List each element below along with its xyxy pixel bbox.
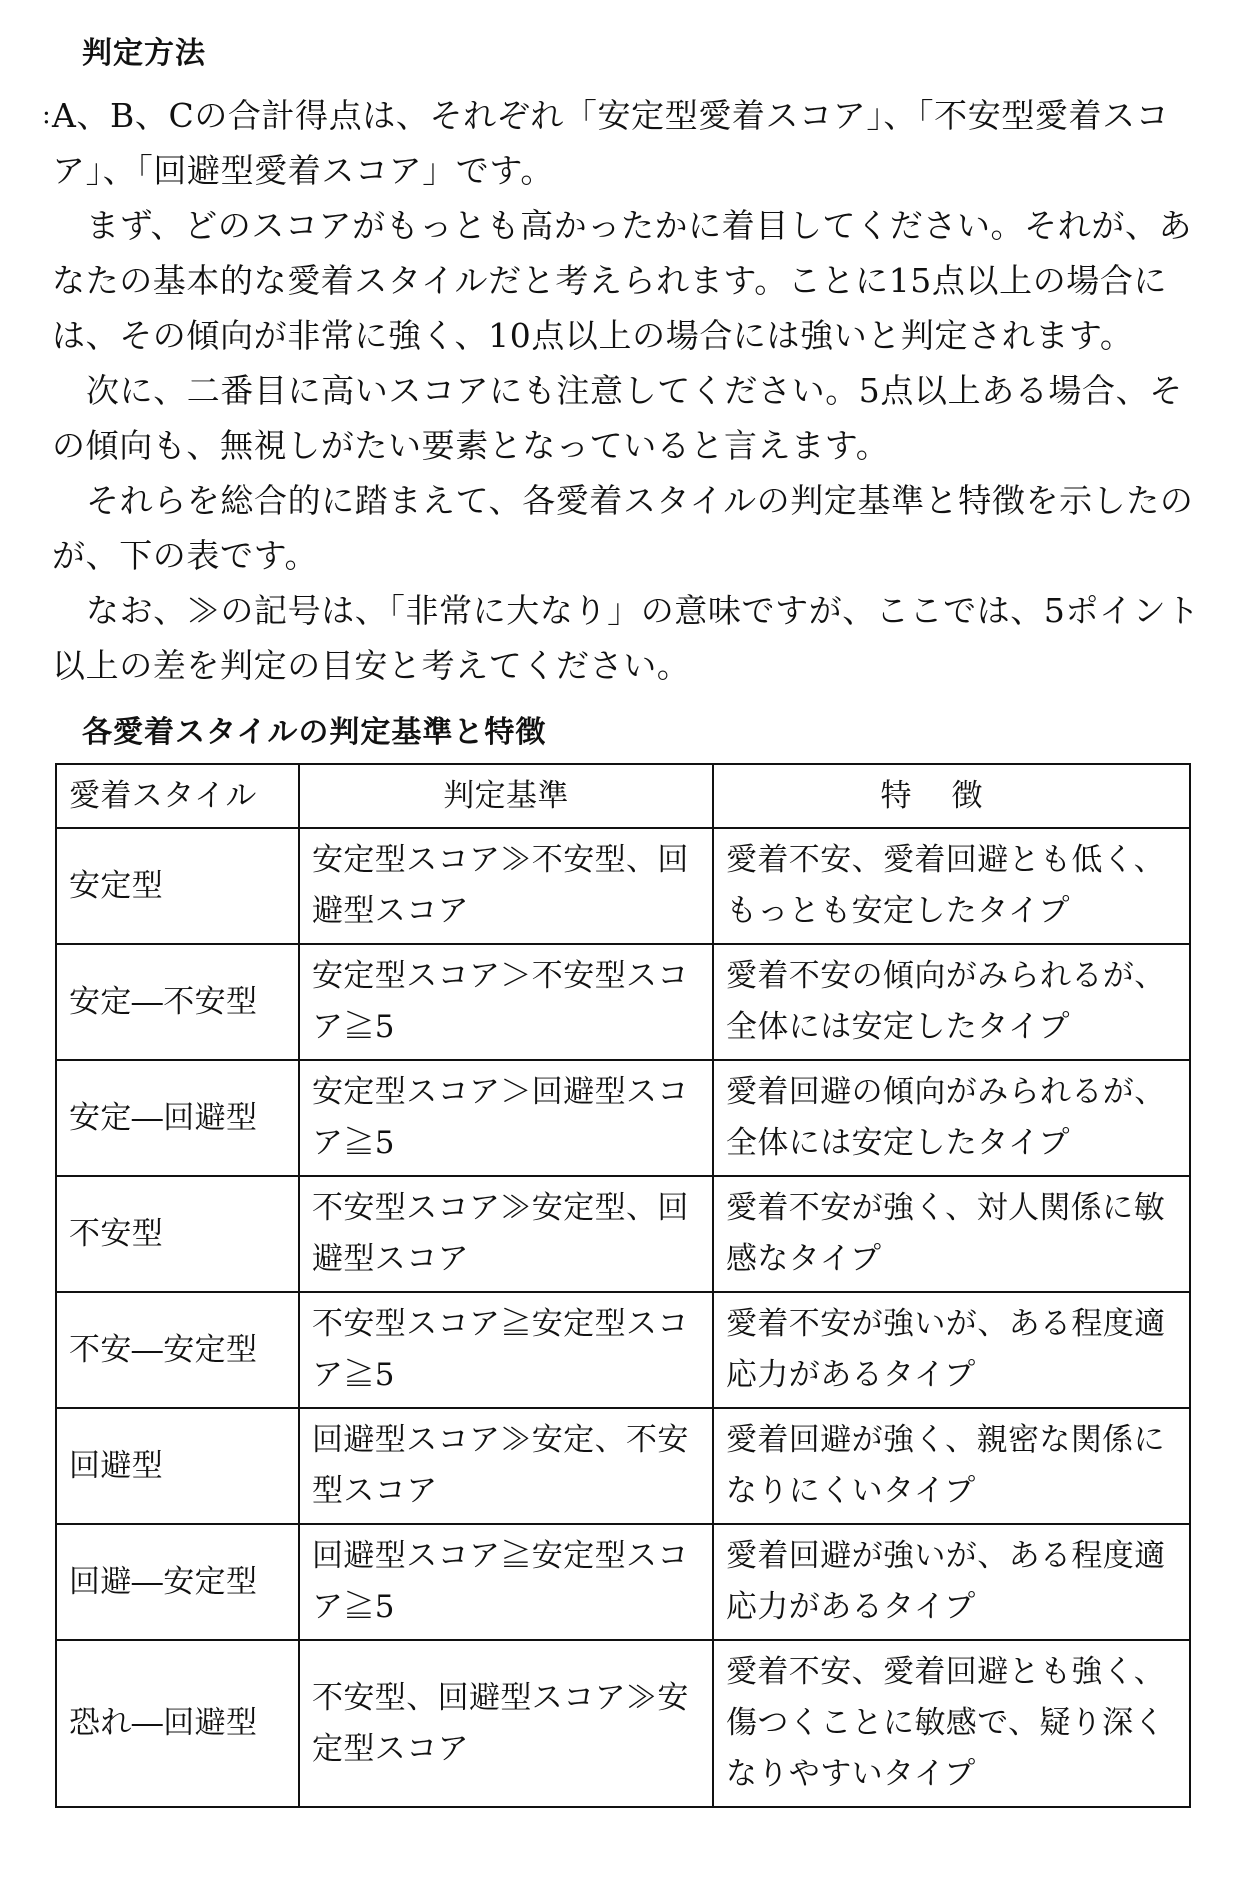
style-cell: 回避―安定型 [56,1524,299,1640]
feature-cell: 愛着不安、愛着回避とも低く、もっとも安定したタイプ [713,828,1190,944]
table-row [56,1176,1190,1292]
feature-cell: 愛着不安が強いが、ある程度適応力があるタイプ [713,1292,1190,1408]
criteria-cell: 不安型スコア≧安定型スコア≧5 [299,1292,713,1408]
style-cell: 安定型 [56,828,299,944]
table-row [56,1408,1190,1524]
criteria-cell: 安定型スコア＞不安型スコア≧5 [299,944,713,1060]
style-cell: 不安型 [56,1176,299,1292]
method-paragraph-scores: A、B、Cの合計得点は、それぞれ「安定型愛着スコア」、「不安型愛着スコア」、「回避型愛着スコア」です。 [52,96,1170,190]
style-cell: 不安―安定型 [56,1292,299,1408]
feature-cell: 愛着不安が強く、対人関係に敏感なタイプ [713,1176,1190,1292]
attachment-style-table [55,763,1191,1808]
method-body [52,88,1202,693]
table-row [56,944,1190,1060]
table-heading: 各愛着スタイルの判定基準と特徴 [82,715,547,750]
style-cell: 安定―回避型 [56,1060,299,1176]
feature-cell: 愛着不安の傾向がみられるが、全体には安定したタイプ [713,944,1190,1060]
margin-mark: : [42,100,51,130]
method-heading: 判定方法 [82,36,206,71]
table-row [56,828,1190,944]
header-style: 愛着スタイル [56,764,299,828]
criteria-cell: 安定型スコア≫不安型、回避型スコア [299,828,713,944]
table-row [56,1060,1190,1176]
method-paragraph-summary: それらを総合的に踏まえて、各愛着スタイルの判定基準と特徴を示したのが、下の表です。 [52,481,1194,575]
feature-cell: 愛着回避が強く、親密な関係になりにくいタイプ [713,1408,1190,1524]
style-cell: 回避型 [56,1408,299,1524]
criteria-cell: 不安型、回避型スコア≫安定型スコア [299,1640,713,1807]
feature-cell: 愛着回避の傾向がみられるが、全体には安定したタイプ [713,1060,1190,1176]
header-feature: 特徴 [713,764,1190,828]
method-paragraph-highest: まず、どのスコアがもっとも高かったかに着目してください。それが、あなたの基本的な愛着スタイルだと考えられます。ことに15点以上の場合には、その傾向が非常に強く、10点以上の場合には強いと判定されます。 [52,206,1193,355]
style-cell: 安定―不安型 [56,944,299,1060]
table-row [56,1524,1190,1640]
feature-cell: 愛着回避が強いが、ある程度適応力があるタイプ [713,1524,1190,1640]
criteria-cell: 不安型スコア≫安定型、回避型スコア [299,1176,713,1292]
table-header-row [56,764,1190,828]
style-cell: 恐れ―回避型 [56,1640,299,1807]
criteria-cell: 回避型スコア≧安定型スコア≧5 [299,1524,713,1640]
feature-cell: 愛着不安、愛着回避とも強く、傷つくことに敏感で、疑り深くなりやすいタイプ [713,1640,1190,1807]
header-criteria: 判定基準 [299,764,713,828]
method-paragraph-symbol-note: なお、≫の記号は、「非常に大なり」の意味ですが、ここでは、5ポイント以上の差を判定の目安と考えてください。 [52,591,1200,685]
table-row [56,1292,1190,1408]
table-row [56,1640,1190,1807]
criteria-cell: 安定型スコア＞回避型スコア≧5 [299,1060,713,1176]
criteria-cell: 回避型スコア≫安定、不安型スコア [299,1408,713,1524]
method-paragraph-second: 次に、二番目に高いスコアにも注意してください。5点以上ある場合、その傾向も、無視しがたい要素となっていると言えます。 [52,371,1183,465]
